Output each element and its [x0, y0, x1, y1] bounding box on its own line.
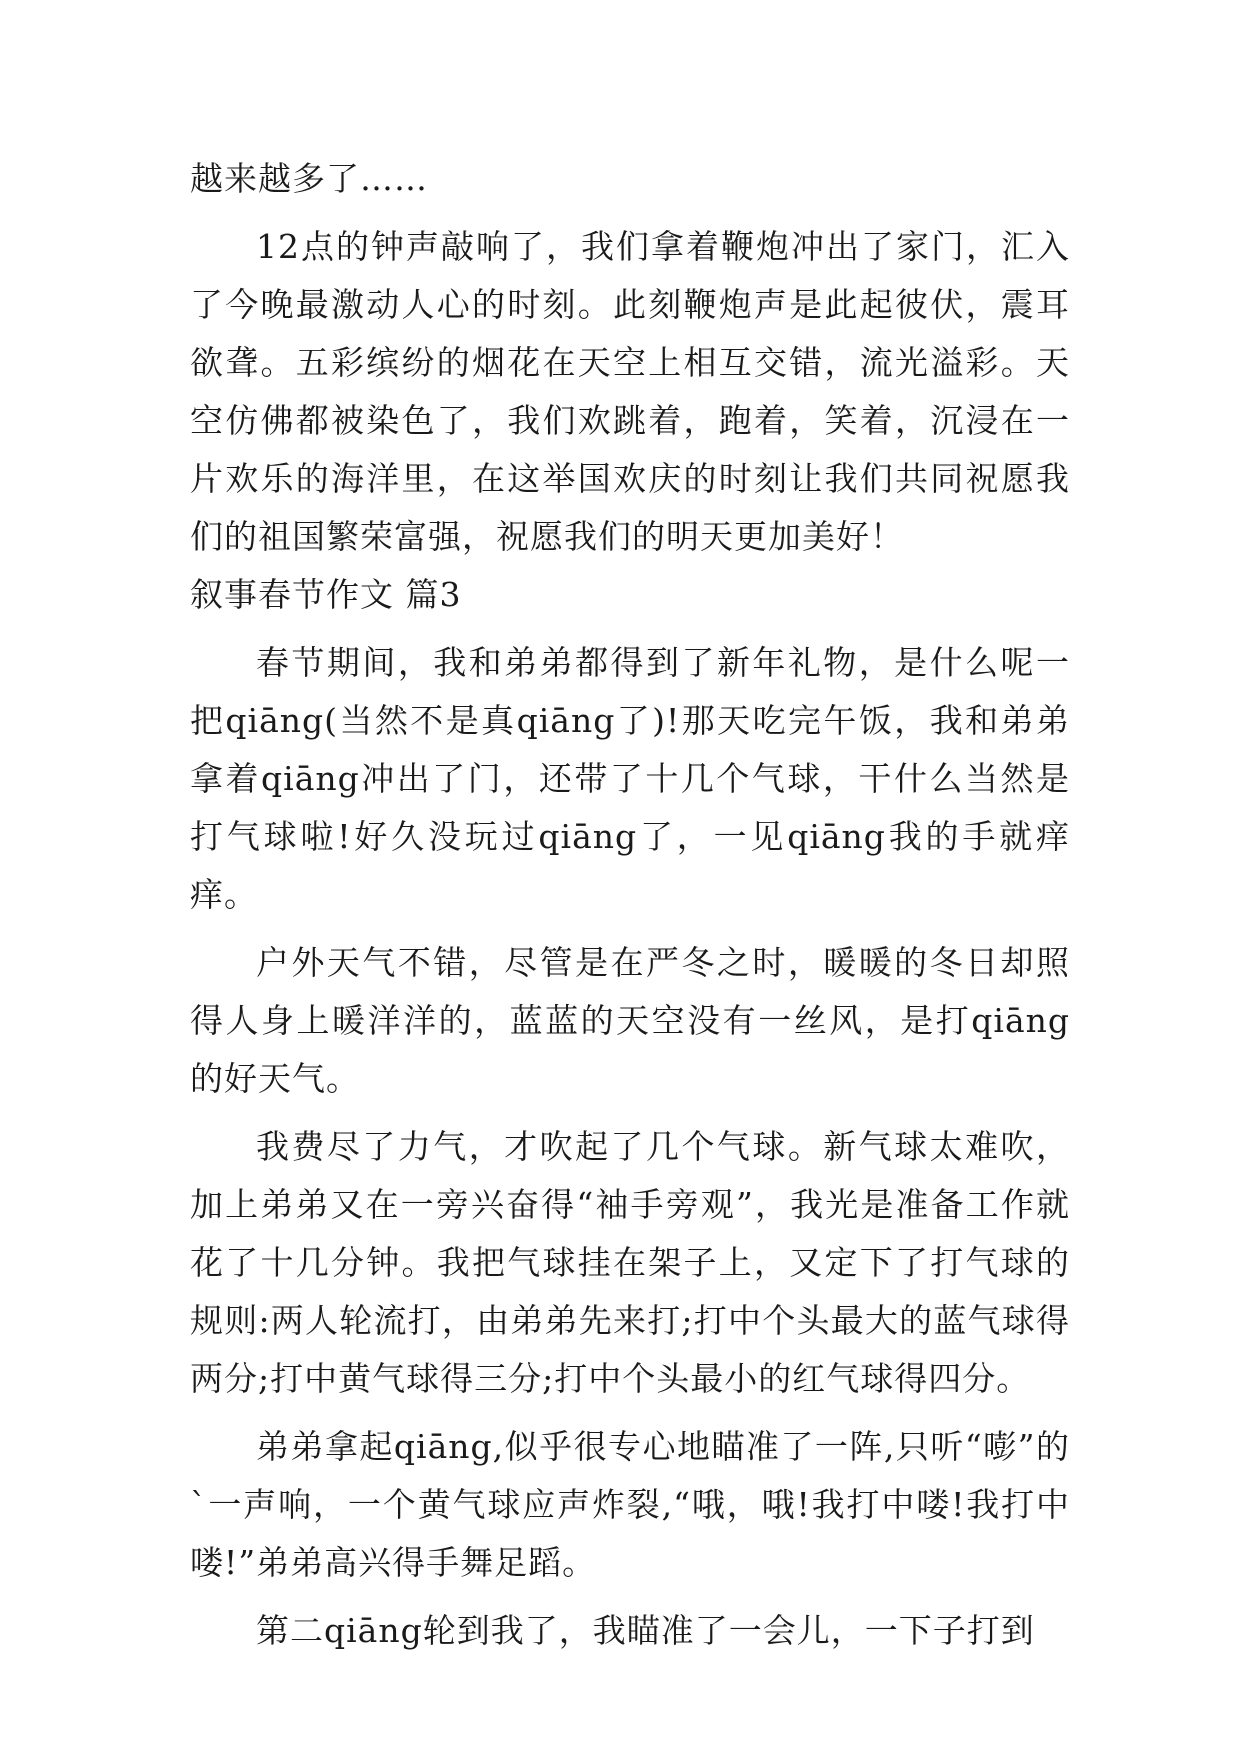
paragraph: 12点的钟声敲响了，我们拿着鞭炮冲出了家门，汇入了今晚最激动人心的时刻。此刻鞭炮声是此起彼伏，震耳欲聋。五彩缤纷的烟花在天空上相互交错，流光溢彩。天空仿佛都被染色了，我们欢跳着，跑着，笑着，沉浸在一片欢乐的海洋里，在这举国欢庆的时刻让我们共同祝愿我们的祖国繁荣富强，祝愿我们的明天更加美好！ — [190, 227, 1070, 556]
paragraph: 弟弟拿起qiāng,似乎很专心地瞄准了一阵,只听“嘭”的`一声响，一个黄气球应声炸裂,“哦，哦!我打中喽!我打中喽!”弟弟高兴得手舞足蹈。 — [190, 1427, 1070, 1582]
paragraph: 我费尽了力气，才吹起了几个气球。新气球太难吹，加上弟弟又在一旁兴奋得“袖手旁观”，我光是准备工作就花了十几分钟。我把气球挂在架子上，又定下了打气球的规则:两人轮流打，由弟弟先来打;打中个头最大的蓝气球得两分;打中黄气球得三分;打中个头最小的红气球得四分。 — [190, 1127, 1070, 1398]
paragraph: 春节期间，我和弟弟都得到了新年礼物，是什么呢一把qiāng(当然不是真qiāng了)!那天吃完午饭，我和弟弟拿着qiāng冲出了门，还带了十几个气球，干什么当然是打气球啦!好久没玩过qiāng了，一见qiāng我的手就痒痒。 — [190, 643, 1070, 914]
paragraph: 户外天气不错，尽管是在严冬之时，暖暖的冬日却照得人身上暖洋洋的，蓝蓝的天空没有一丝风，是打qiāng的好天气。 — [190, 943, 1070, 1098]
paragraph: 第二qiāng轮到我了，我瞄准了一会儿，一下子打到 — [256, 1611, 1035, 1650]
paragraph: 越来越多了…… — [190, 159, 428, 198]
document-body — [190, 150, 1070, 1660]
section-heading: 叙事春节作文 篇3 — [190, 575, 462, 614]
